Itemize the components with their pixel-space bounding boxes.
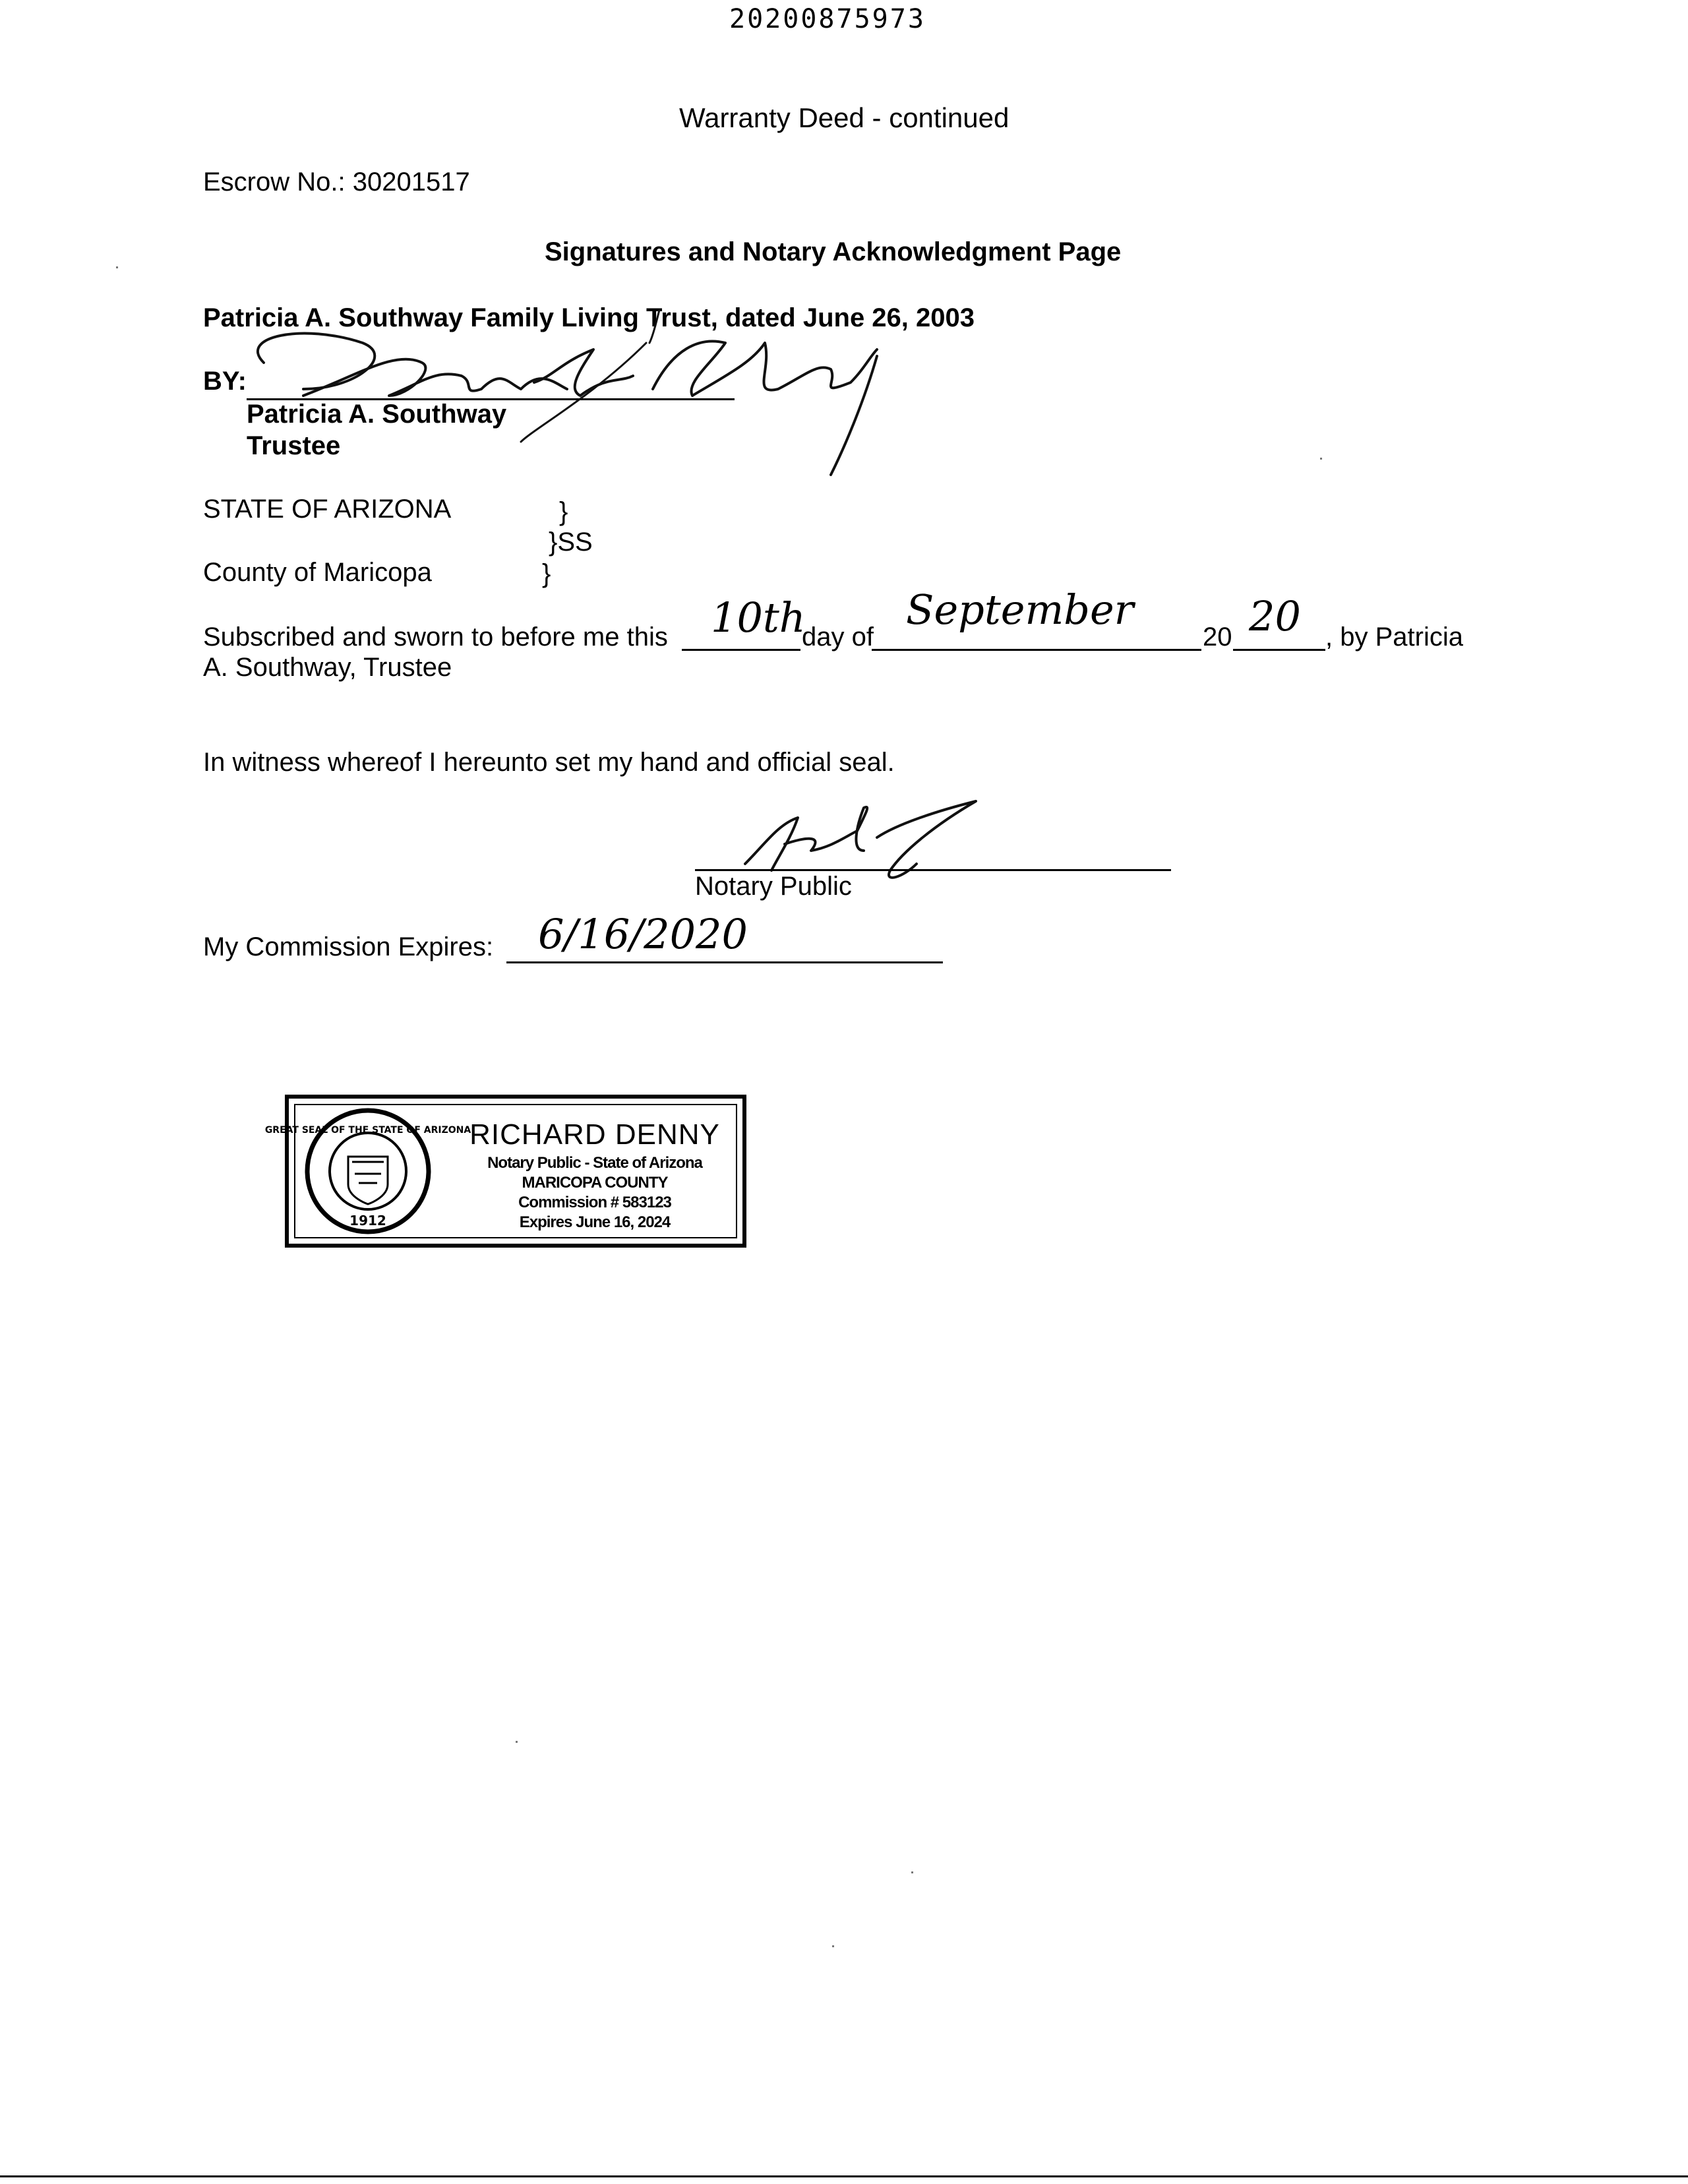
sworn-month: September (906, 586, 1134, 634)
sworn-year: 20 (1249, 592, 1301, 640)
notary-stamp (264, 1095, 746, 1248)
signature-stroke-1 (303, 359, 567, 396)
sworn-year-prefix: 20 (1203, 622, 1232, 652)
state-seal-emblem (264, 1105, 471, 1237)
escrow-label: Escrow No.: (203, 167, 346, 197)
scan-speck (516, 1741, 518, 1743)
sworn-suffix: , by Patricia (1325, 622, 1463, 652)
notary-sig-stroke-2 (785, 807, 867, 851)
scan-speck (832, 1945, 834, 1947)
seal-line-2: MARICOPA COUNTY (522, 1174, 668, 1192)
year-blank (1233, 649, 1325, 651)
seal-notary-name: RICHARD DENNY (469, 1118, 720, 1151)
scan-speck (1320, 458, 1322, 460)
by-label: BY: (203, 367, 247, 396)
signature-stroke-3 (653, 342, 877, 396)
witness-text: In witness whereof I hereunto set my hand and official seal. (203, 748, 895, 777)
seal-line-1: Notary Public - State of Arizona (487, 1154, 702, 1172)
seal-line-4: Expires June 16, 2024 (519, 1213, 671, 1231)
recording-number: 20200875973 (729, 4, 926, 34)
scan-speck (116, 266, 118, 268)
scan-speck (911, 1871, 913, 1873)
signature-descender (831, 356, 877, 475)
venue-brace-bottom: } (542, 559, 551, 588)
venue-ss: }SS (549, 528, 593, 557)
signer-name: Patricia A. Southway (247, 400, 507, 429)
escrow-number: 30201517 (352, 167, 470, 197)
notary-signature-line (695, 869, 1171, 871)
venue-brace-top: } (559, 497, 568, 526)
signature-tick (649, 310, 659, 343)
sworn-prefix: Subscribed and sworn to before me this (203, 622, 668, 652)
signer-title: Trustee (247, 431, 341, 460)
venue-county: County of Maricopa (203, 558, 432, 587)
sworn-line-2: A. Southway, Trustee (203, 653, 452, 682)
commission-label: My Commission Expires: (203, 932, 494, 961)
trust-name: Patricia A. Southway Family Living Trust, dated June 26, 2003 (203, 303, 975, 332)
seal-emblem-label: GREAT SEAL OF THE STATE OF ARIZONA (264, 1125, 471, 1136)
notary-sig-stroke-3 (877, 801, 976, 878)
seal-emblem-year: 1912 (349, 1213, 386, 1228)
section-title: Signatures and Notary Acknowledgment Page (545, 237, 1122, 266)
seal-line-3: Commission # 583123 (518, 1194, 671, 1211)
month-blank (872, 649, 1201, 651)
sworn-day-of: day of (802, 622, 874, 652)
signature-stroke-2 (534, 349, 633, 396)
venue-state: STATE OF ARIZONA (203, 495, 452, 524)
escrow-line (203, 169, 470, 195)
document-title: Warranty Deed - continued (679, 102, 1010, 133)
signature-loop (258, 334, 375, 389)
sworn-day: 10th (711, 593, 806, 642)
commission-date: 6/16/2020 (538, 910, 748, 958)
notary-label: Notary Public (695, 872, 852, 901)
commission-blank (506, 961, 943, 963)
bottom-rule (0, 2175, 1688, 2177)
notary-sig-stroke-1 (745, 818, 798, 870)
day-blank (682, 649, 800, 651)
